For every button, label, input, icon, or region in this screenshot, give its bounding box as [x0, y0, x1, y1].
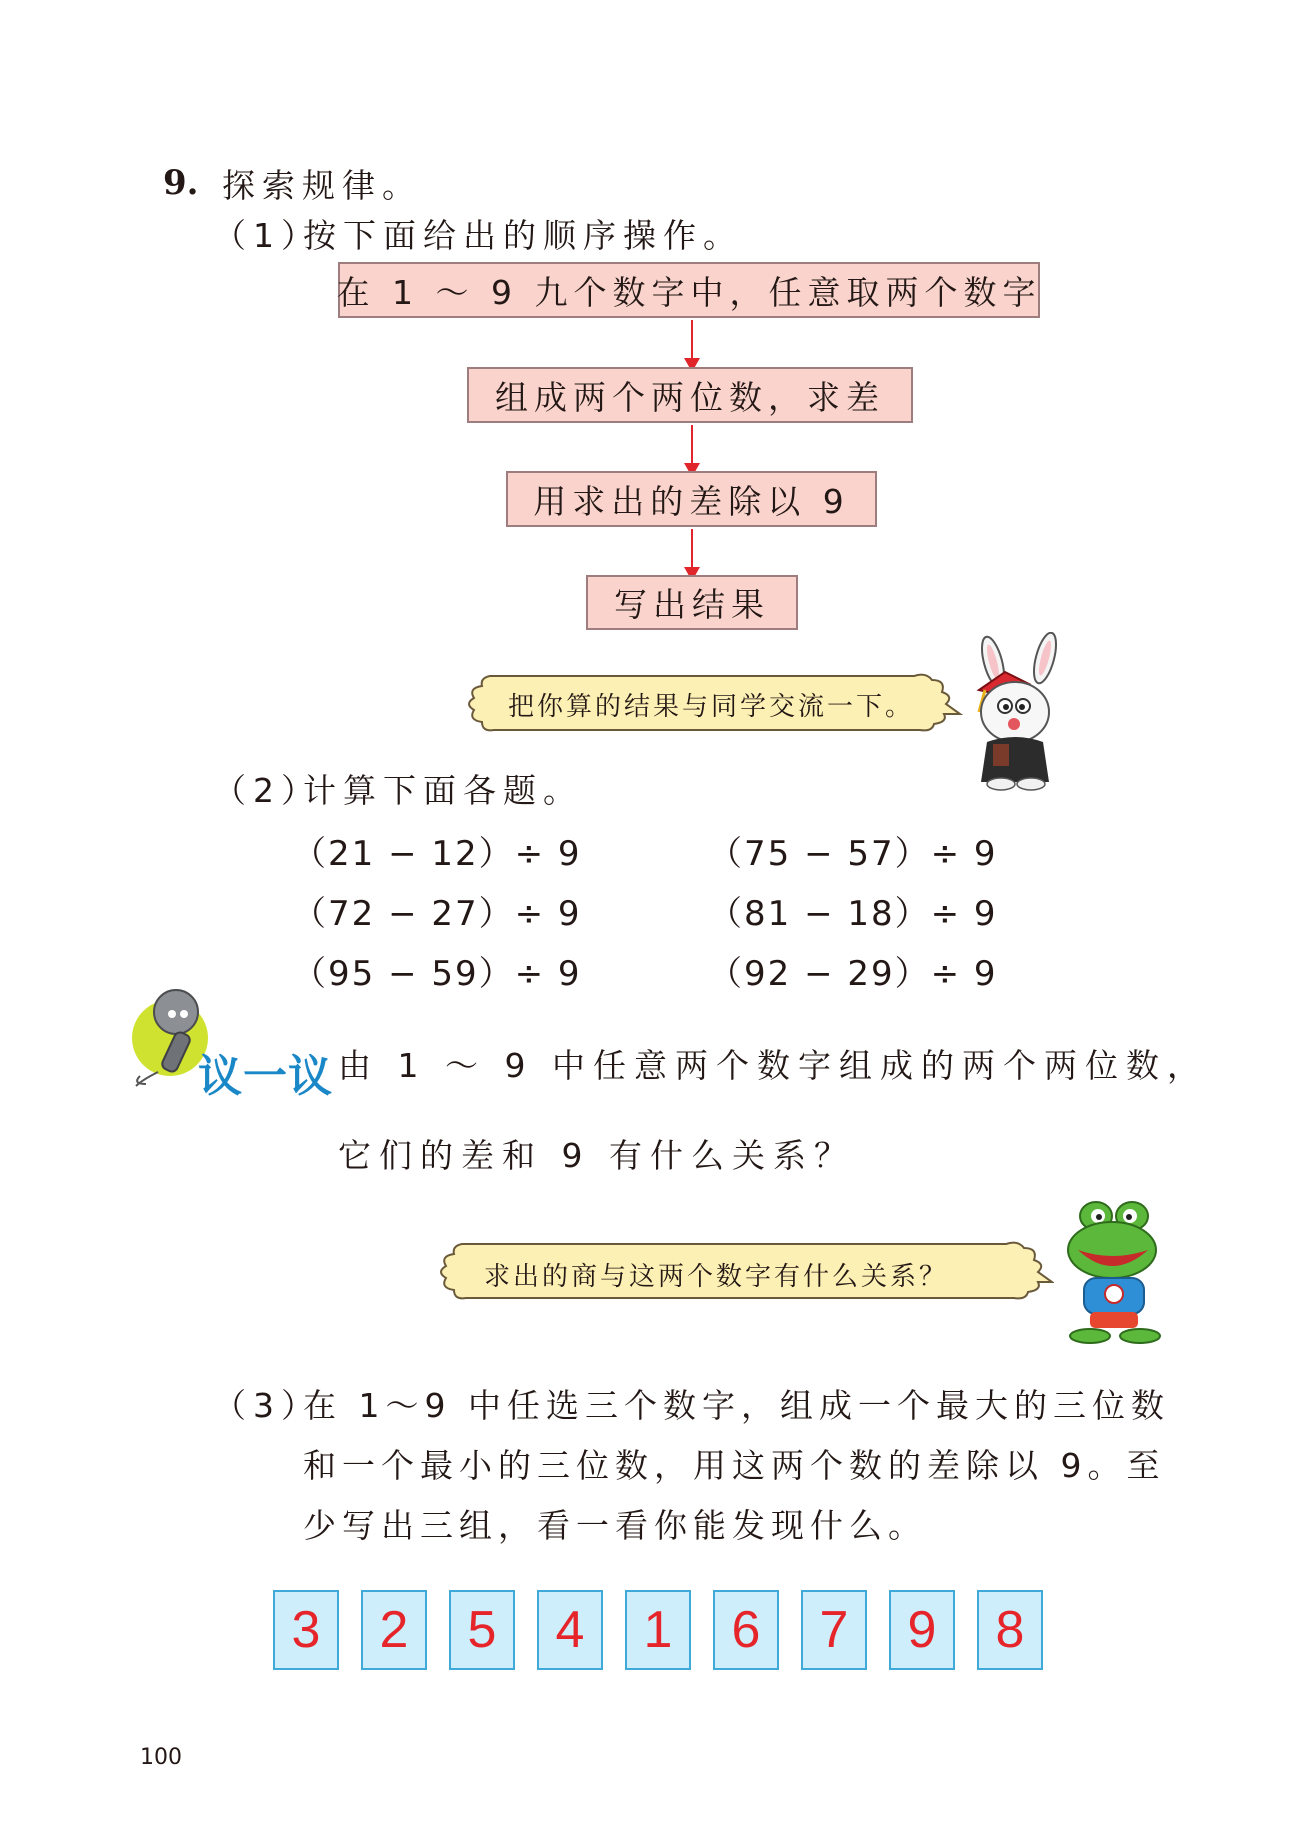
- exercise-5: （95 − 59）÷ 9: [292, 954, 582, 994]
- digit-card: 3: [273, 1590, 339, 1670]
- discuss-line-1: 由 1 ～ 9 中任意两个数字组成的两个两位数，: [338, 1046, 1208, 1085]
- digit-card: 6: [713, 1590, 779, 1670]
- digit-card: 1: [625, 1590, 691, 1670]
- flow-step-4: 写出结果: [586, 575, 798, 630]
- part1-instruction: 按下面给出的顺序操作。: [303, 216, 743, 255]
- flow-step-3: 用求出的差除以 9: [506, 471, 877, 527]
- digit-card: 7: [801, 1590, 867, 1670]
- problem-title: 探索规律。: [222, 166, 422, 205]
- part2-instruction: 计算下面各题。: [303, 771, 583, 810]
- part3-line-1: 在 1～9 中任选三个数字，组成一个最大的三位数: [303, 1386, 1170, 1425]
- exercise-6: （92 − 29）÷ 9: [708, 954, 998, 994]
- discuss-line-2: 它们的差和 9 有什么关系？: [338, 1136, 855, 1175]
- flow-arrow-1: [691, 320, 693, 360]
- exercise-2: （75 − 57）÷ 9: [708, 834, 998, 874]
- digit-card: 5: [449, 1590, 515, 1670]
- digit-card: 4: [537, 1590, 603, 1670]
- flow-step-2: 组成两个两位数，求差: [467, 367, 913, 423]
- digit-card: 8: [977, 1590, 1043, 1670]
- flow-step-1: 在 1 ～ 9 九个数字中，任意取两个数字: [338, 262, 1040, 318]
- exercise-4: （81 − 18）÷ 9: [708, 894, 998, 934]
- discuss-label: 议一议: [198, 1051, 333, 1102]
- frog-mascot-icon: [1060, 1196, 1170, 1346]
- problem-number: 9.: [163, 163, 199, 203]
- page-number: 100: [140, 1745, 182, 1770]
- part3-label: （3）: [213, 1386, 321, 1425]
- part3-line-3: 少写出三组，看一看你能发现什么。: [303, 1506, 927, 1545]
- digit-card: 2: [361, 1590, 427, 1670]
- exercise-1: （21 − 12）÷ 9: [292, 834, 582, 874]
- part1-label: （1）: [213, 216, 321, 255]
- flow-arrow-3: [691, 529, 693, 569]
- speech-bubble-2-text: 求出的商与这两个数字有什么关系？: [484, 1262, 949, 1292]
- rabbit-mascot-icon: [965, 632, 1075, 792]
- part3-line-2: 和一个最小的三位数，用这两个数的差除以 9。至: [303, 1446, 1166, 1485]
- flow-arrow-2: [691, 425, 693, 465]
- exercise-3: （72 − 27）÷ 9: [292, 894, 582, 934]
- digit-card: 9: [889, 1590, 955, 1670]
- part2-label: （2）: [213, 771, 321, 810]
- speech-bubble-1-text: 把你算的结果与同学交流一下。: [508, 692, 915, 722]
